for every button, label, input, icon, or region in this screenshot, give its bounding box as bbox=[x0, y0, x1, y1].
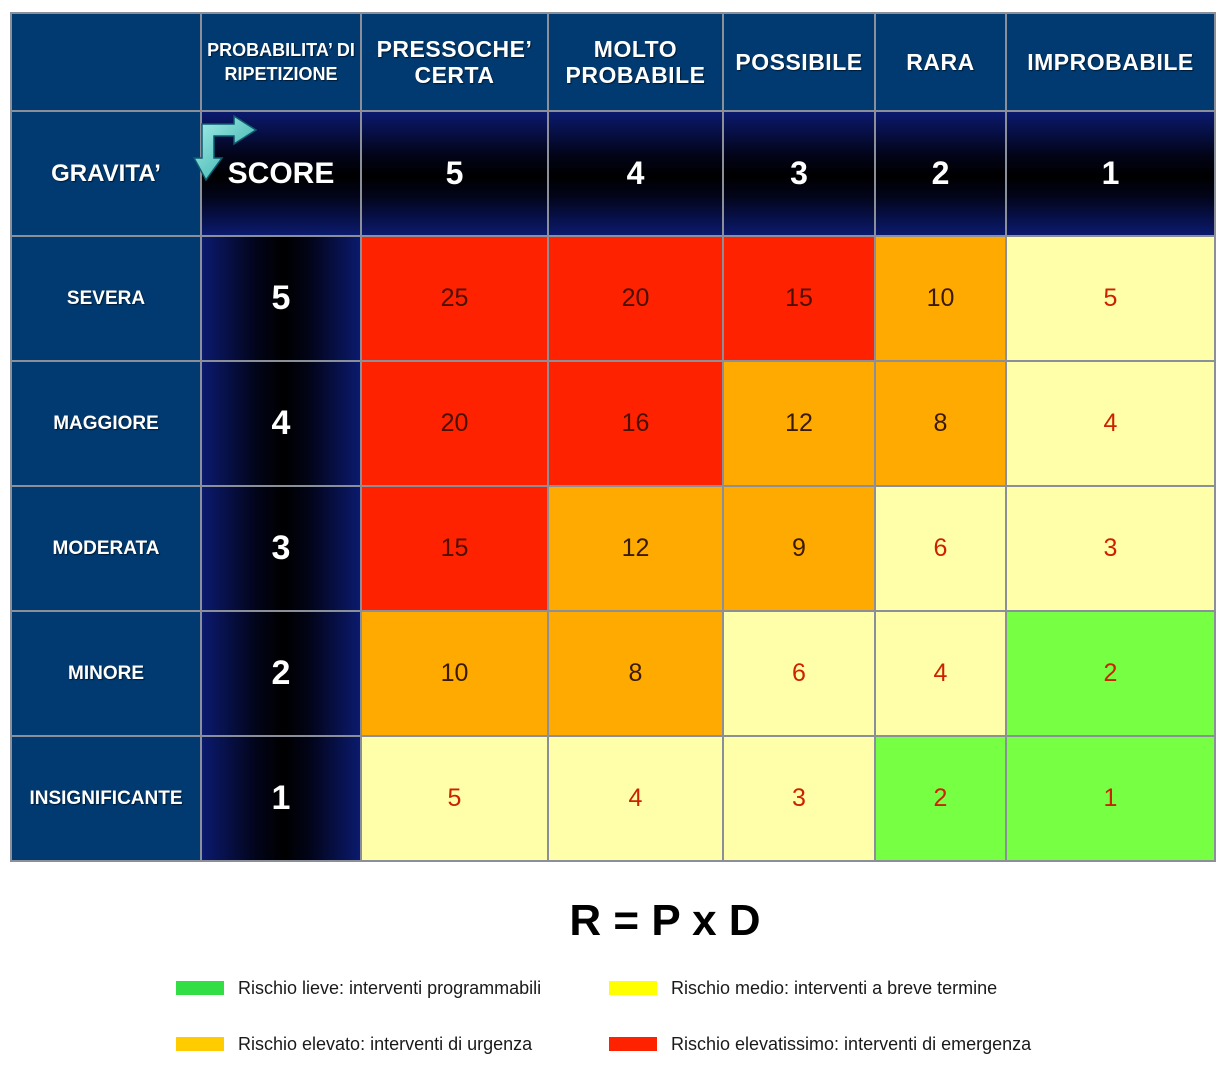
legend-high-swatch bbox=[176, 1037, 224, 1051]
prob-header-2 bbox=[875, 13, 1006, 111]
severity-row bbox=[11, 736, 1215, 861]
risk-cell: 4 bbox=[548, 736, 723, 861]
prob-header-4 bbox=[548, 13, 723, 111]
legend-low-swatch bbox=[176, 981, 224, 995]
severity-score: 2 bbox=[201, 611, 361, 736]
severity-label: MINORE bbox=[11, 611, 201, 736]
prob-header-1 bbox=[1006, 13, 1215, 111]
risk-cell: 2 bbox=[875, 736, 1006, 861]
severity-label: INSIGNIFICANTE bbox=[11, 736, 201, 861]
risk-cell: 6 bbox=[723, 611, 875, 736]
prob-header-label: IMPROBABILE bbox=[1027, 49, 1194, 75]
prob-score-value: 5 bbox=[445, 155, 464, 191]
risk-cell: 5 bbox=[361, 736, 548, 861]
risk-matrix bbox=[10, 12, 1216, 862]
prob-score-value: 2 bbox=[931, 155, 950, 191]
severity-score: 4 bbox=[201, 361, 361, 486]
probability-title bbox=[201, 13, 361, 111]
legend-medium-text: Rischio medio: interventi a breve termine bbox=[671, 978, 998, 998]
severity-label: MAGGIORE bbox=[11, 361, 201, 486]
severity-row bbox=[11, 486, 1215, 611]
legend-very-high-swatch bbox=[609, 1037, 657, 1051]
risk-cell: 8 bbox=[548, 611, 723, 736]
risk-cell: 4 bbox=[875, 611, 1006, 736]
prob-score-value: 4 bbox=[626, 155, 645, 191]
risk-cell: 12 bbox=[723, 361, 875, 486]
risk-cell: 15 bbox=[361, 486, 548, 611]
prob-header-label: MOLTO PROBABILE bbox=[565, 36, 706, 88]
prob-header-5 bbox=[361, 13, 548, 111]
legend-medium-swatch bbox=[609, 981, 657, 995]
severity-title-text: GRAVITA’ bbox=[51, 159, 161, 187]
legend-very-high-text: Rischio elevatissimo: interventi di emergenza bbox=[671, 1034, 1032, 1054]
prob-score-2 bbox=[875, 111, 1006, 236]
severity-score: 5 bbox=[201, 236, 361, 361]
risk-cell: 4 bbox=[1006, 361, 1215, 486]
prob-header-3 bbox=[723, 13, 875, 111]
risk-cell: 20 bbox=[548, 236, 723, 361]
prob-header-label: RARA bbox=[906, 49, 975, 75]
prob-score-1 bbox=[1006, 111, 1215, 236]
prob-header-label: POSSIBILE bbox=[735, 49, 863, 75]
severity-score: 1 bbox=[201, 736, 361, 861]
risk-cell: 8 bbox=[875, 361, 1006, 486]
prob-score-4 bbox=[548, 111, 723, 236]
prob-score-5 bbox=[361, 111, 548, 236]
score-label: SCORE bbox=[227, 156, 335, 190]
prob-header-label: PRESSOCHE’ CERTA bbox=[376, 36, 533, 88]
formula: R = P x D bbox=[569, 896, 761, 945]
prob-score-value: 3 bbox=[790, 155, 808, 191]
risk-cell: 15 bbox=[723, 236, 875, 361]
prob-score-3 bbox=[723, 111, 875, 236]
risk-cell: 10 bbox=[361, 611, 548, 736]
legend-low-text: Rischio lieve: interventi programmabili bbox=[238, 978, 542, 998]
risk-cell: 12 bbox=[548, 486, 723, 611]
probability-title-text: PROBABILITA’ DI RIPETIZIONE bbox=[207, 40, 355, 84]
risk-cell: 3 bbox=[723, 736, 875, 861]
risk-cell: 25 bbox=[361, 236, 548, 361]
risk-cell: 10 bbox=[875, 236, 1006, 361]
risk-cell: 3 bbox=[1006, 486, 1215, 611]
risk-cell: 1 bbox=[1006, 736, 1215, 861]
risk-cell: 6 bbox=[875, 486, 1006, 611]
risk-cell: 5 bbox=[1006, 236, 1215, 361]
risk-cell: 20 bbox=[361, 361, 548, 486]
severity-row bbox=[11, 236, 1215, 361]
severity-score: 3 bbox=[201, 486, 361, 611]
prob-score-value: 1 bbox=[1101, 155, 1120, 191]
risk-cell: 2 bbox=[1006, 611, 1215, 736]
legend-high-text: Rischio elevato: interventi di urgenza bbox=[238, 1034, 533, 1054]
severity-title bbox=[11, 111, 201, 236]
score-corner bbox=[201, 111, 361, 236]
severity-row bbox=[11, 611, 1215, 736]
risk-cell: 16 bbox=[548, 361, 723, 486]
risk-cell: 9 bbox=[723, 486, 875, 611]
turn-arrow-icon bbox=[192, 106, 264, 182]
severity-label: MODERATA bbox=[11, 486, 201, 611]
severity-row bbox=[11, 361, 1215, 486]
severity-label: SEVERA bbox=[11, 236, 201, 361]
top-left-blank bbox=[11, 13, 201, 111]
